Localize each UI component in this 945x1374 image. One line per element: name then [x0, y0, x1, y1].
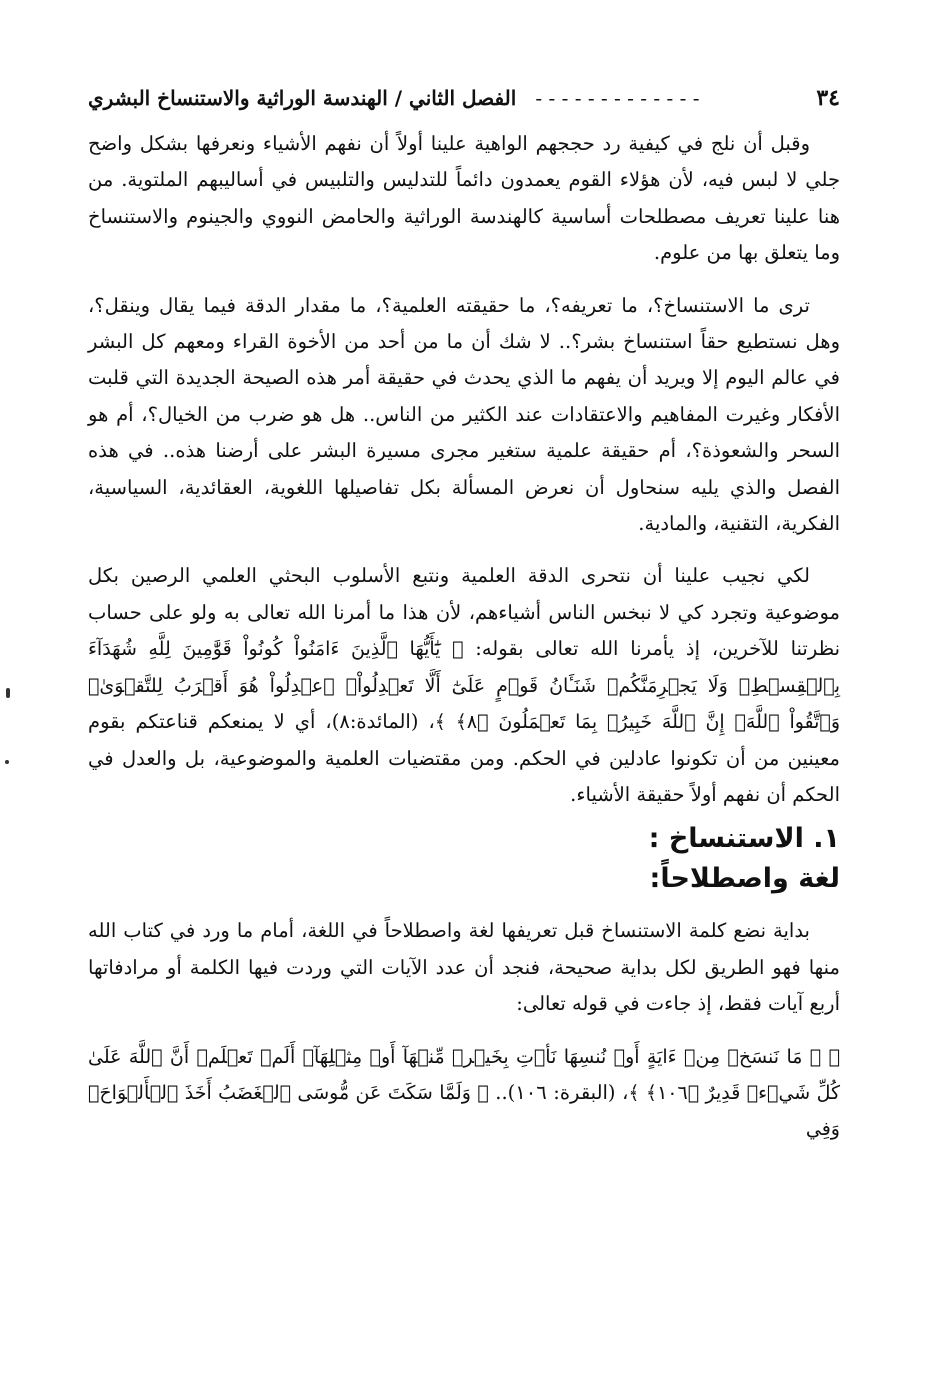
paragraph-4: بداية نضع كلمة الاستنساخ قبل تعريفها لغة واصطلاحاً في اللغة، أمام ما ورد في كتاب الله منها فهو الطريق لكل بداية صحيحة، فنجد أن عدد الآيات التي وردت فيها الكلمة أو مرادفاتها أربع آيات فقط، إذ جاءت في قوله تعالى: [88, 919, 840, 1016]
paragraph-3-text-b: ، (المائدة:٨)، أي لا يمنعكم قناعتكم بقوم معينين من أن تكونوا عادلين في الحكم. ومن مقتضيات العلمية والموضوعية، بل والعدل في الحكم أن نفهم أولاً حقيقة الأشياء. [88, 710, 840, 806]
section-heading: ١. الاستنساخ : [648, 823, 840, 855]
quran-verse-araf: ﴿ وَلَمَّا سَكَتَ عَن مُّوسَى ٱلۡغَضَبُ أَخَذَ ٱلۡأَلۡوَاحَۖ وَفِي [88, 1081, 840, 1141]
running-header [88, 70, 840, 126]
header-title: الفصل الثاني / الهندسة الوراثية والاستنساخ البشري [88, 86, 517, 110]
paragraph-1: وقبل أن نلج في كيفية رد حججهم الواهية علينا أولاً أن نفهم الأشياء ونعرفها بشكل واضح جلي لا لبس فيه، لأن هؤلاء القوم يعمدون دائماً للتدليس والتلبيس في أساليبهم الملتوية. من هنا علينا تعريف مصطلحات أساسية كالهندسة الوراثية والحامض النووي والجينوم والاستنساخ وما يتعلق بها من علوم. [88, 132, 840, 265]
margin-mark [5, 760, 9, 764]
margin-mark [6, 688, 10, 698]
paragraph-2: ترى ما الاستنساخ؟، ما تعريفه؟، ما حقيقته العلمية؟، ما مقدار الدقة فيما يقال وينقل؟، وهل نستطيع حقاً استنساخ بشر؟.. لا شك أن ما من أحد من الأخوة القراء ومعهم كل البشر في عالم اليوم إلا ويريد أن يفهم ما الذي يحدث في حقيقة أمر هذه الصيحة الجديدة التي قلبت الأفكار وغيرت المفاهيم والاعتقادات عند الكثير من الناس.. هل هو ضرب من الخيال؟، أم هو السحر والشعوذة؟، أم حقيقة علمية ستغير مجرى مسيرة البشر على أرضنا هذه.. في هذه الفصل والذي يليه سنحاول أن نعرض المسألة بكل تفاصيلها اللغوية، العقائدية، السياسية، الفكرية، التقنية، والمادية. [88, 293, 840, 536]
paragraph-3-text-a: لكي نجيب علينا أن نتحرى الدقة العلمية ونتبع الأسلوب البحثي العلمي الرصين بكل موضوعية وتجرد كي لا نبخس الناس أشياءهم، لأن هذا ما أمرنا الله تعالى به ولو على حساب نظرتنا للآخرين، إذ يأمرنا الله تعالى بقوله: [88, 564, 840, 661]
page [88, 70, 840, 1148]
quran-verse-maidah: ﴿ يَٰٓأَيُّهَا ٱلَّذِينَ ءَامَنُواْ كُونُواْ قَوَّٰمِينَ لِلَّهِ شُهَدَآءَ بِٱلۡقِسۡطِۖ وَلَا يَجۡرِمَنَّكُمۡ شَنَـَٔانُ قَوۡمٍ عَلَىٰٓ أَلَّا تَعۡدِلُواْۚ ٱعۡدِلُواْ هُوَ أَقۡرَبُ لِلتَّقۡوَىٰۖ وَٱتَّقُواْ ٱللَّهَۚ إِنَّ ٱللَّهَ خَبِيرُۢ بِمَا تَعۡمَلُونَ ﴿٨﴾ ﴾ [88, 638, 841, 734]
header-dashes: - - - - - - - - - - - - - [535, 86, 700, 110]
quran-verse-baqarah: ﴿ ۞ مَا نَنسَخۡ مِنۡ ءَايَةٍ أَوۡ نُنسِهَا نَأۡتِ بِخَيۡرٖ مِّنۡهَآ أَوۡ مِثۡلِهَآۗ أَلَمۡ تَعۡلَمۡ أَنَّ ٱللَّهَ عَلَىٰ كُلِّ شَيۡءٖ قَدِيرٌ ﴿١٠٦﴾ ﴾ [88, 1045, 841, 1104]
paragraph-3 [88, 558, 840, 813]
paragraph-5 [88, 1039, 840, 1148]
verse-reference: ، (البقرة: ١٠٦).. [488, 1080, 629, 1104]
header-title-group [88, 70, 700, 126]
page-number: ٣٤ [816, 85, 840, 111]
subsection-heading: لغة واصطلاحاً: [649, 863, 840, 895]
